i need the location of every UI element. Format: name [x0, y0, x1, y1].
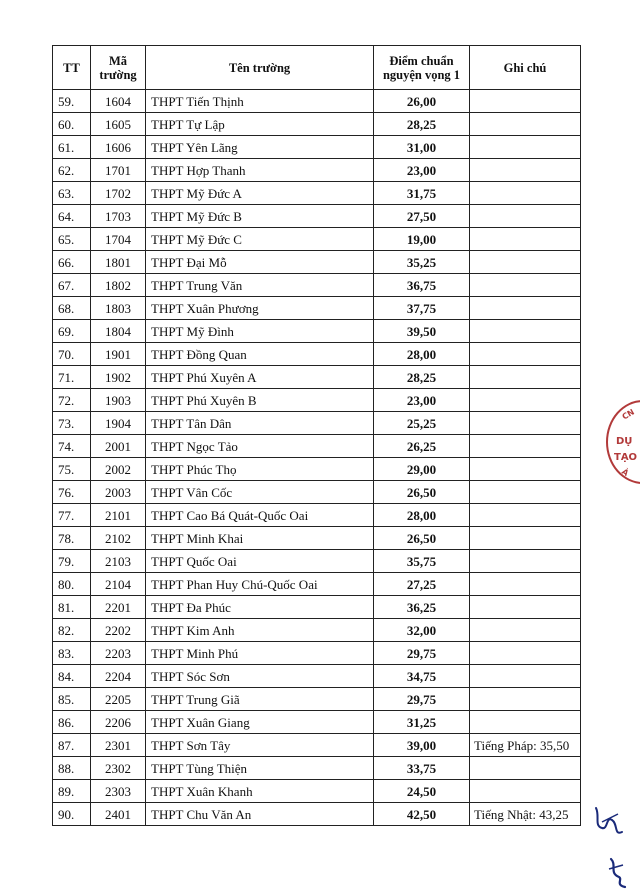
row-number: 78. [53, 527, 91, 550]
admission-score: 31,25 [374, 711, 470, 734]
school-name: THPT Yên Lãng [146, 136, 374, 159]
row-number: 90. [53, 803, 91, 826]
school-name: THPT Cao Bá Quát-Quốc Oai [146, 504, 374, 527]
school-code: 1903 [91, 389, 146, 412]
school-name: THPT Hợp Thanh [146, 159, 374, 182]
table-row [53, 481, 581, 504]
row-number: 84. [53, 665, 91, 688]
note-cell [470, 688, 581, 711]
official-stamp [606, 400, 640, 484]
school-code: 1904 [91, 412, 146, 435]
school-code: 2201 [91, 596, 146, 619]
table-row [53, 642, 581, 665]
admission-score: 36,25 [374, 596, 470, 619]
school-code: 1701 [91, 159, 146, 182]
school-code: 1606 [91, 136, 146, 159]
header-school-name: Tên trường [146, 46, 374, 90]
admission-score: 32,00 [374, 619, 470, 642]
admission-score: 39,50 [374, 320, 470, 343]
note-cell [470, 458, 581, 481]
school-name: THPT Xuân Phương [146, 297, 374, 320]
note-cell [470, 389, 581, 412]
admission-score: 37,75 [374, 297, 470, 320]
admission-score: 35,25 [374, 251, 470, 274]
admission-score: 28,00 [374, 343, 470, 366]
note-cell [470, 412, 581, 435]
school-code: 2206 [91, 711, 146, 734]
school-name: THPT Minh Phú [146, 642, 374, 665]
note-cell [470, 619, 581, 642]
row-number: 73. [53, 412, 91, 435]
admission-score: 23,00 [374, 389, 470, 412]
row-number: 77. [53, 504, 91, 527]
school-name: THPT Đại Mỗ [146, 251, 374, 274]
note-cell [470, 90, 581, 113]
note-cell [470, 596, 581, 619]
school-name: THPT Mỹ Đức C [146, 228, 374, 251]
table-row [53, 205, 581, 228]
admission-score: 28,00 [374, 504, 470, 527]
table-row [53, 596, 581, 619]
signature-mark-1 [592, 802, 632, 842]
table-row [53, 619, 581, 642]
school-name: THPT Phú Xuyên A [146, 366, 374, 389]
school-name: THPT Mỹ Đức B [146, 205, 374, 228]
school-code: 1802 [91, 274, 146, 297]
note-cell [470, 757, 581, 780]
row-number: 88. [53, 757, 91, 780]
note-cell [470, 366, 581, 389]
row-number: 68. [53, 297, 91, 320]
school-name: THPT Sóc Sơn [146, 665, 374, 688]
table-row [53, 550, 581, 573]
admission-score: 34,75 [374, 665, 470, 688]
school-name: THPT Kim Anh [146, 619, 374, 642]
school-code: 2303 [91, 780, 146, 803]
school-code: 1804 [91, 320, 146, 343]
note-cell [470, 320, 581, 343]
row-number: 79. [53, 550, 91, 573]
admission-score: 28,25 [374, 366, 470, 389]
school-code: 1801 [91, 251, 146, 274]
table-row [53, 458, 581, 481]
note-cell [470, 573, 581, 596]
note-cell [470, 642, 581, 665]
signature-mark-2 [603, 855, 633, 890]
note-cell [470, 228, 581, 251]
stamp-text-1: CN [620, 407, 636, 422]
row-number: 65. [53, 228, 91, 251]
school-code: 1901 [91, 343, 146, 366]
school-code: 1604 [91, 90, 146, 113]
school-name: THPT Mỹ Đình [146, 320, 374, 343]
school-code: 2401 [91, 803, 146, 826]
row-number: 80. [53, 573, 91, 596]
table-row [53, 780, 581, 803]
note-cell [470, 550, 581, 573]
admission-score: 23,00 [374, 159, 470, 182]
school-name: THPT Đa Phúc [146, 596, 374, 619]
table-row [53, 412, 581, 435]
header-school-code: Mã trường [91, 46, 146, 90]
table-row [53, 665, 581, 688]
row-number: 60. [53, 113, 91, 136]
row-number: 75. [53, 458, 91, 481]
admission-score: 27,50 [374, 205, 470, 228]
table-row [53, 159, 581, 182]
school-code: 1702 [91, 182, 146, 205]
school-code: 2301 [91, 734, 146, 757]
stamp-text-2: DỤ [616, 436, 633, 447]
row-number: 70. [53, 343, 91, 366]
row-number: 64. [53, 205, 91, 228]
admission-score: 25,25 [374, 412, 470, 435]
admission-score: 27,25 [374, 573, 470, 596]
note-cell [470, 665, 581, 688]
school-code: 2302 [91, 757, 146, 780]
header-tt: TT [53, 46, 91, 90]
school-name: THPT Phú Xuyên B [146, 389, 374, 412]
header-score: Điểm chuẩn nguyện vọng 1 [374, 46, 470, 90]
school-name: THPT Xuân Khanh [146, 780, 374, 803]
school-code: 1704 [91, 228, 146, 251]
table-row [53, 711, 581, 734]
row-number: 61. [53, 136, 91, 159]
table-row [53, 757, 581, 780]
admission-score: 29,75 [374, 642, 470, 665]
row-number: 87. [53, 734, 91, 757]
school-code: 2202 [91, 619, 146, 642]
table-row [53, 504, 581, 527]
note-cell [470, 113, 581, 136]
admission-score: 39,00 [374, 734, 470, 757]
table-row [53, 734, 581, 757]
school-name: THPT Quốc Oai [146, 550, 374, 573]
school-code: 2205 [91, 688, 146, 711]
table-row [53, 182, 581, 205]
school-code: 2101 [91, 504, 146, 527]
school-code: 2002 [91, 458, 146, 481]
note-cell [470, 136, 581, 159]
admission-score: 19,00 [374, 228, 470, 251]
admission-score: 42,50 [374, 803, 470, 826]
school-name: THPT Tùng Thiện [146, 757, 374, 780]
school-code: 1605 [91, 113, 146, 136]
note-cell [470, 274, 581, 297]
stamp-text-3: TẠO [614, 452, 638, 463]
note-cell [470, 435, 581, 458]
admission-score: 26,25 [374, 435, 470, 458]
note-cell [470, 297, 581, 320]
admission-score: 29,75 [374, 688, 470, 711]
table-row [53, 136, 581, 159]
school-code: 2102 [91, 527, 146, 550]
admission-score: 26,50 [374, 527, 470, 550]
admission-score: 26,00 [374, 90, 470, 113]
row-number: 66. [53, 251, 91, 274]
school-name: THPT Trung Văn [146, 274, 374, 297]
note-cell: Tiếng Pháp: 35,50 [470, 734, 581, 757]
row-number: 69. [53, 320, 91, 343]
school-name: THPT Xuân Giang [146, 711, 374, 734]
table-row [53, 389, 581, 412]
row-number: 63. [53, 182, 91, 205]
school-name: THPT Tiến Thịnh [146, 90, 374, 113]
table-row [53, 366, 581, 389]
table-row [53, 343, 581, 366]
table-row [53, 573, 581, 596]
school-code: 1703 [91, 205, 146, 228]
row-number: 67. [53, 274, 91, 297]
table-row [53, 113, 581, 136]
table-header-row [53, 46, 581, 90]
row-number: 82. [53, 619, 91, 642]
school-code: 1803 [91, 297, 146, 320]
school-name: THPT Trung Giã [146, 688, 374, 711]
note-cell [470, 182, 581, 205]
table-row [53, 251, 581, 274]
table-row [53, 320, 581, 343]
school-name: THPT Minh Khai [146, 527, 374, 550]
admission-score: 26,50 [374, 481, 470, 504]
row-number: 83. [53, 642, 91, 665]
school-code: 2001 [91, 435, 146, 458]
note-cell [470, 504, 581, 527]
table-row [53, 527, 581, 550]
table-row [53, 435, 581, 458]
table-row [53, 297, 581, 320]
admission-score: 35,75 [374, 550, 470, 573]
note-cell [470, 205, 581, 228]
row-number: 85. [53, 688, 91, 711]
school-name: THPT Đồng Quan [146, 343, 374, 366]
admission-score: 31,00 [374, 136, 470, 159]
admission-score: 24,50 [374, 780, 470, 803]
note-cell: Tiếng Nhật: 43,25 [470, 803, 581, 826]
row-number: 76. [53, 481, 91, 504]
table-row [53, 274, 581, 297]
table-row [53, 90, 581, 113]
school-name: THPT Chu Văn An [146, 803, 374, 826]
note-cell [470, 780, 581, 803]
stamp-text-4: À [619, 467, 631, 478]
table-body [53, 90, 581, 826]
table-row [53, 688, 581, 711]
admission-score-table [52, 45, 581, 826]
school-code: 1902 [91, 366, 146, 389]
school-name: THPT Phan Huy Chú-Quốc Oai [146, 573, 374, 596]
school-name: THPT Ngọc Tảo [146, 435, 374, 458]
row-number: 71. [53, 366, 91, 389]
school-code: 2104 [91, 573, 146, 596]
note-cell [470, 159, 581, 182]
school-name: THPT Tự Lập [146, 113, 374, 136]
row-number: 86. [53, 711, 91, 734]
admission-score: 29,00 [374, 458, 470, 481]
note-cell [470, 251, 581, 274]
table-row [53, 803, 581, 826]
row-number: 89. [53, 780, 91, 803]
school-code: 2203 [91, 642, 146, 665]
note-cell [470, 481, 581, 504]
school-code: 2204 [91, 665, 146, 688]
row-number: 59. [53, 90, 91, 113]
school-name: THPT Sơn Tây [146, 734, 374, 757]
header-note: Ghi chú [470, 46, 581, 90]
school-code: 2003 [91, 481, 146, 504]
row-number: 81. [53, 596, 91, 619]
note-cell [470, 711, 581, 734]
table-row [53, 228, 581, 251]
row-number: 62. [53, 159, 91, 182]
admission-score: 36,75 [374, 274, 470, 297]
school-name: THPT Tân Dân [146, 412, 374, 435]
note-cell [470, 527, 581, 550]
admission-score: 31,75 [374, 182, 470, 205]
admission-score: 33,75 [374, 757, 470, 780]
school-code: 2103 [91, 550, 146, 573]
school-name: THPT Vân Cốc [146, 481, 374, 504]
row-number: 74. [53, 435, 91, 458]
school-name: THPT Mỹ Đức A [146, 182, 374, 205]
note-cell [470, 343, 581, 366]
row-number: 72. [53, 389, 91, 412]
school-name: THPT Phúc Thọ [146, 458, 374, 481]
admission-score: 28,25 [374, 113, 470, 136]
